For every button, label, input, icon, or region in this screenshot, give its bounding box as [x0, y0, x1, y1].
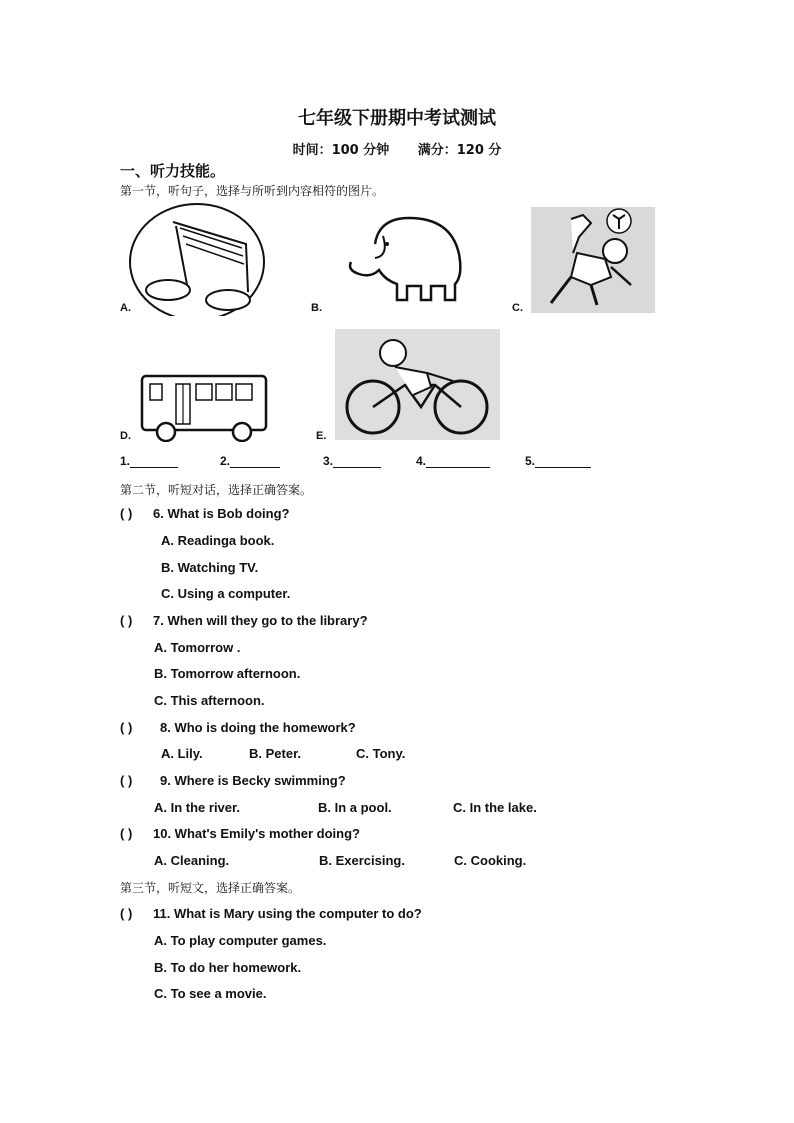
time-limit: 时间：100 分钟 — [292, 143, 390, 158]
q10-option-a[interactable]: A. Cleaning. — [154, 853, 230, 868]
q6-option-c[interactable]: C. Using a computer. — [161, 586, 291, 601]
question-7: 7. When will they go to the library? — [153, 613, 368, 628]
picture-label-c: C. — [512, 302, 523, 314]
bus-icon — [136, 372, 270, 442]
question-8: 8. Who is doing the homework? — [160, 720, 356, 735]
q9-option-b[interactable]: B. In a pool. — [318, 800, 392, 815]
answer-blank-3[interactable]: 3. — [323, 454, 381, 468]
part1-instructions: 第一节，听句子，选择与所听到内容相符的图片。 — [120, 184, 385, 198]
answer-blank-4[interactable]: 4. — [416, 454, 490, 468]
question-11: 11. What is Mary using the computer to do? — [153, 906, 422, 921]
q7-option-a[interactable]: A. Tomorrow . — [154, 640, 241, 655]
q11-option-c[interactable]: C. To see a movie. — [154, 986, 267, 1001]
q11-option-a[interactable]: A. To play computer games. — [154, 933, 327, 948]
q11-option-b[interactable]: B. To do her homework. — [154, 960, 302, 975]
picture-label-d: D. — [120, 430, 131, 442]
answer-paren-11[interactable]: ( ) — [120, 906, 133, 921]
question-10: 10. What's Emily's mother doing? — [153, 826, 360, 841]
q8-option-a[interactable]: A. Lily. — [161, 746, 203, 761]
q10-option-c[interactable]: C. Cooking. — [454, 853, 527, 868]
part2-instructions: 第二节，听短对话，选择正确答案。 — [120, 483, 313, 497]
question-9: 9. Where is Becky swimming? — [160, 773, 346, 788]
music-note-icon — [128, 202, 266, 316]
part3-instructions: 第三节，听短文，选择正确答案。 — [120, 881, 301, 895]
question-6: 6. What is Bob doing? — [153, 506, 290, 521]
cyclist-icon — [335, 329, 500, 440]
q6-option-b[interactable]: B. Watching TV. — [161, 560, 259, 575]
answer-blank-2[interactable]: 2. — [220, 454, 280, 468]
section-heading-listening: 一、听力技能。 — [120, 162, 226, 180]
picture-label-e: E. — [316, 430, 327, 442]
q6-option-a[interactable]: A. Readinga book. — [161, 533, 275, 548]
picture-label-b: B. — [311, 302, 322, 314]
elephant-icon — [345, 214, 467, 306]
q9-option-a[interactable]: A. In the river. — [154, 800, 240, 815]
q9-option-c[interactable]: C. In the lake. — [453, 800, 537, 815]
q8-option-b[interactable]: B. Peter. — [249, 746, 302, 761]
answer-paren-6[interactable]: ( ) — [120, 506, 133, 521]
answer-blank-1[interactable]: 1. — [120, 454, 178, 468]
exam-info — [0, 139, 794, 158]
soccer-player-icon — [531, 207, 655, 313]
answer-paren-8[interactable]: ( ) — [120, 720, 133, 735]
q7-option-c[interactable]: C. This afternoon. — [154, 693, 265, 708]
q8-option-c[interactable]: C. Tony. — [356, 746, 406, 761]
answer-paren-9[interactable]: ( ) — [120, 773, 133, 788]
q10-option-b[interactable]: B. Exercising. — [319, 853, 405, 868]
answer-paren-10[interactable]: ( ) — [120, 826, 133, 841]
full-score: 满分：120 分 — [417, 143, 502, 158]
answer-blank-5[interactable]: 5. — [525, 454, 591, 468]
q7-option-b[interactable]: B. Tomorrow afternoon. — [154, 666, 301, 681]
answer-paren-7[interactable]: ( ) — [120, 613, 133, 628]
page-title: 七年级下册期中考试测试 — [298, 108, 496, 129]
picture-label-a: A. — [120, 302, 131, 314]
